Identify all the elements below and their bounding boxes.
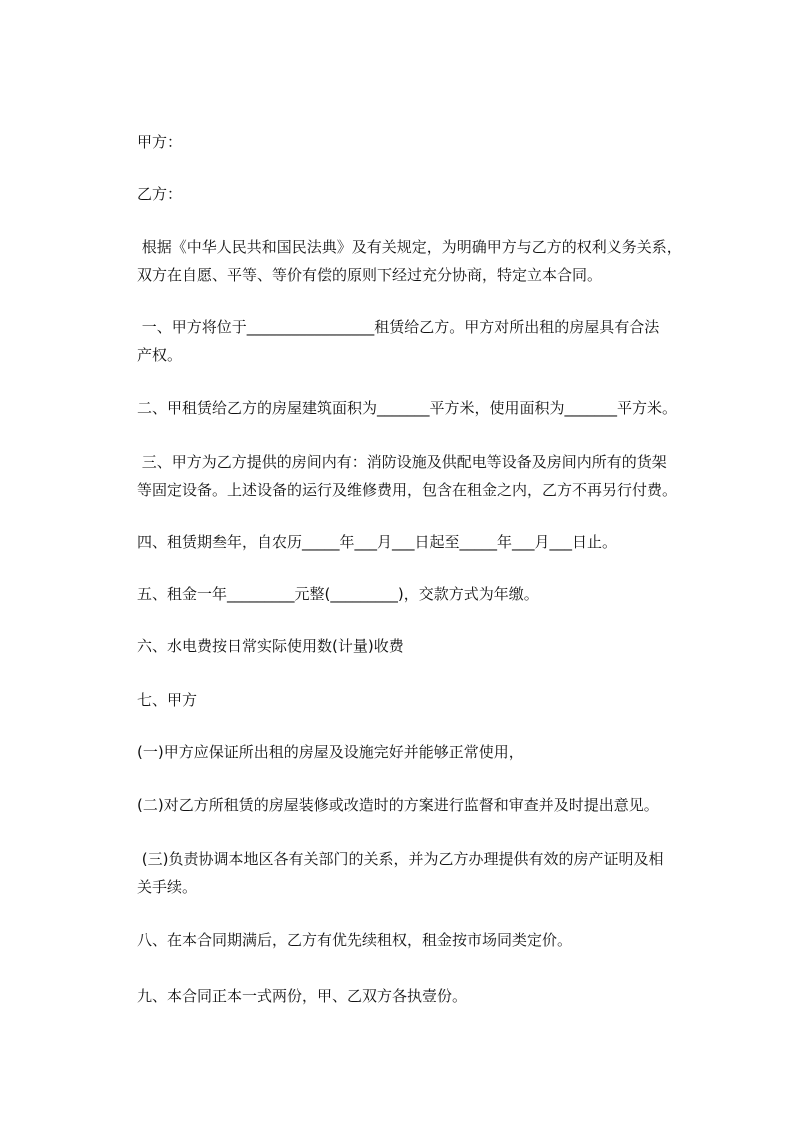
clause-7-item-2: (二)对乙方所租赁的房屋装修或改造时的方案进行监督和审查并及时提出意见。 — [137, 796, 659, 814]
party-a-label: 甲方： — [137, 133, 183, 151]
party-b-label: 乙方： — [137, 185, 183, 203]
clause-3-line-1: 三、甲方为乙方提供的房间内有：消防设施及供配电等设备及房间内所有的货架 — [137, 453, 667, 471]
clause-7-item-3-line-2: 关手续。 — [137, 878, 198, 896]
preamble-line-1: 根据《中华人民共和国民法典》及有关规定，为明确甲方与乙方的权利义务关系， — [137, 238, 682, 256]
clause-4: 四、租赁期叁年，自农历_____年___月___日起至_____年___月___日止。 — [137, 533, 618, 551]
clause-7: 七、甲方 — [137, 691, 198, 709]
clause-2: 二、甲租赁给乙方的房屋建筑面积为_______平方米，使用面积为_______平方米。 — [137, 399, 678, 417]
clause-6: 六、水电费按日常实际使用数(计量)收费 — [137, 637, 404, 655]
clause-5: 五、租金一年_________元整(_________)，交款方式为年缴。 — [137, 585, 539, 603]
clause-1-line-2: 产权。 — [137, 346, 183, 364]
clause-7-item-1: (一)甲方应保证所出租的房屋及设施完好并能够正常使用， — [137, 743, 524, 761]
clause-1-line-1: 一、甲方将位于_________________租赁给乙方。甲方对所出租的房屋具有合法 — [137, 318, 660, 336]
clause-7-item-3-line-1: (三)负责协调本地区各有关部门的关系，并为乙方办理提供有效的房产证明及相 — [137, 850, 664, 868]
clause-9: 九、本合同正本一式两份，甲、乙双方各执壹份。 — [137, 987, 468, 1005]
clause-8: 八、在本合同期满后，乙方有优先续租权，租金按市场同类定价。 — [137, 931, 573, 949]
preamble-line-2: 双方在自愿、平等、等价有偿的原则下经过充分协商，特定立本合同。 — [137, 266, 603, 284]
clause-3-line-2: 等固定设备。上述设备的运行及维修费用，包含在租金之内，乙方不再另行付费。 — [137, 481, 678, 499]
